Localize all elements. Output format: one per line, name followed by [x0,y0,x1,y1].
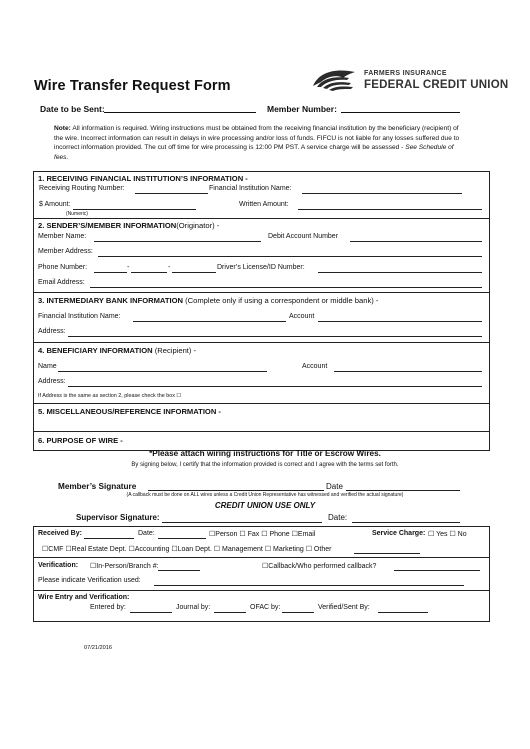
amount-label: $ Amount: [39,201,71,208]
journal-by-label: Journal by: [176,604,211,611]
divider [33,557,490,558]
callback-note: (A callback must be done on ALL wires unless a Credit Union Representative has witnessed and verified the actual signature) [126,492,404,498]
intermediary-address-label: Address: [38,328,66,335]
beneficiary-name-field[interactable] [58,363,267,372]
section-1-title: 1. RECEIVING FINANCIAL INSTITUTION’S INFORMATION - [38,174,248,183]
supervisor-date-label: Date: [328,513,348,522]
beneficiary-account-label: Account [302,363,328,370]
debit-account-field[interactable] [350,233,482,242]
beneficiary-address-field[interactable] [68,378,482,387]
email-field[interactable] [90,279,482,288]
section-6-title: 6. PURPOSE OF WIRE - [38,436,123,445]
receipt-method-checkboxes[interactable]: ☐Person ☐ Fax ☐ Phone ☐Email [209,531,316,538]
wire-entry-label: Wire Entry and Verification: [38,594,130,601]
verification-label: Verification: [38,562,79,569]
callback-checkbox[interactable]: ☐Callback/Who performed callback? [262,563,377,570]
phone-prefix-field[interactable] [131,264,167,273]
eagle-logo-icon [309,66,359,94]
phone-number-label: Phone Number: [38,264,88,271]
member-signature-field[interactable] [148,482,324,491]
divider [33,292,490,293]
divider [33,590,490,591]
license-field[interactable] [318,264,482,273]
service-charge-options[interactable]: ☐ Yes ☐ No [428,531,467,538]
beneficiary-address-label: Address: [38,378,66,385]
divider [33,403,490,404]
entered-by-label: Entered by: [90,604,126,611]
date-to-be-sent-label: Date to be Sent: [40,104,105,114]
service-charge-label: Service Charge: [372,530,426,537]
written-amount-field[interactable] [298,201,482,210]
journal-by-field[interactable] [214,604,246,613]
member-name-label: Member Name: [38,233,87,240]
received-by-label: Received By: [38,530,82,537]
note-paragraph: Note: All information is required. Wiring instructions must be obtained from the receiving financial institution by the beneficiary (recipient) of the wire. Incorrect information can result in delays in wire processing and/or loss of funds. FIFCU is not liable for any losses suffered due to incorrect information provided. The cut off time for wire processing is 12:00 PM PST. A service charge will be assessed - See Schedule of fees. [54,125,460,161]
written-amount-label: Written Amount: [239,201,289,208]
same-address-checkbox[interactable]: If Address is the same as section 2, please check the box ☐ [38,393,182,399]
member-number-field[interactable] [341,112,460,113]
email-label: Email Address: [38,279,85,286]
section-4-title: 4. BENEFICIARY INFORMATION (Recipient) - [38,346,197,355]
phone-dash-2: - [168,264,171,271]
in-person-checkbox[interactable]: ☐In-Person/Branch #: [90,563,159,570]
entered-by-field[interactable] [130,604,172,613]
ofac-by-field[interactable] [282,604,314,613]
supervisor-signature-field[interactable] [162,514,322,523]
cu-use-heading: CREDIT UNION USE ONLY [214,501,316,510]
supervisor-date-field[interactable] [352,514,460,523]
member-signature-label: Member’s Signature [58,482,137,491]
signature-date-label: Date [326,482,343,491]
routing-number-label: Receiving Routing Number: [39,185,125,192]
member-address-field[interactable] [98,248,482,257]
branch-number-field[interactable] [158,562,200,571]
section-2-title: 2. SENDER’S/MEMBER INFORMATION(Originator) - [38,221,220,230]
verified-by-label: Verified/Sent By: [318,604,370,611]
department-checkboxes[interactable]: ☐CMF ☐Real Estate Dept. ☐Accounting ☐Loan Dept. ☐ Management ☐ Marketing ☐ Other [42,546,332,553]
section-3-title: 3. INTERMEDIARY BANK INFORMATION (Complete only if using a correspondent or middle bank) - [38,296,379,305]
divider [33,342,490,343]
beneficiary-name-label: Name [38,363,57,370]
verification-used-field[interactable] [154,577,464,586]
supervisor-signature-label: Supervisor Signature: [76,513,160,522]
signature-date-field[interactable] [346,482,460,491]
amount-field[interactable] [73,201,196,210]
divider [33,431,490,432]
brand-top: FARMERS INSURANCE [364,70,447,77]
revision-date: 07/21/2016 [84,645,112,651]
intermediary-fin-name-field[interactable] [133,313,286,322]
date-to-be-sent-field[interactable] [104,112,256,113]
certify-text: By signing below, I certify that the information provided is correct and I agree with the terms set forth. [131,462,399,468]
numeric-hint: (Numeric) [66,211,88,217]
fin-inst-name-label: Financial Institution Name: [209,185,292,192]
license-label: Driver’s License/ID Number: [217,264,305,271]
intermediary-fin-name-label: Financial Institution Name: [38,313,121,320]
received-date-label: Date: [138,530,155,537]
member-number-label: Member Number: [267,104,337,114]
section-5-title: 5. MISCELLANEOUS/REFERENCE INFORMATION - [38,407,221,416]
routing-number-field[interactable] [135,185,208,194]
received-date-field[interactable] [158,530,206,539]
brand-bottom: FEDERAL CREDIT UNION [364,79,509,91]
divider [33,218,490,219]
fin-inst-name-field[interactable] [302,185,462,194]
intermediary-account-label: Account [289,313,315,320]
ofac-by-label: OFAC by: [250,604,281,611]
intermediary-address-field[interactable] [68,328,482,337]
callback-performer-field[interactable] [394,562,480,571]
debit-account-label: Debit Account Number [268,233,339,240]
attach-note: *Please attach wiring instructions for Title or Escrow Wires. [149,449,381,458]
received-by-field[interactable] [84,530,134,539]
phone-area-field[interactable] [94,264,130,273]
member-name-field[interactable] [94,233,261,242]
form-title: Wire Transfer Request Form [34,78,231,94]
member-address-label: Member Address: [38,248,93,255]
verification-used-label: Please indicate Verification used: [38,577,141,584]
phone-line-field[interactable] [172,264,216,273]
intermediary-account-field[interactable] [318,313,482,322]
other-department-field[interactable] [354,545,420,554]
phone-dash-1: - [127,264,130,271]
beneficiary-account-field[interactable] [334,363,482,372]
verified-by-field[interactable] [378,604,428,613]
